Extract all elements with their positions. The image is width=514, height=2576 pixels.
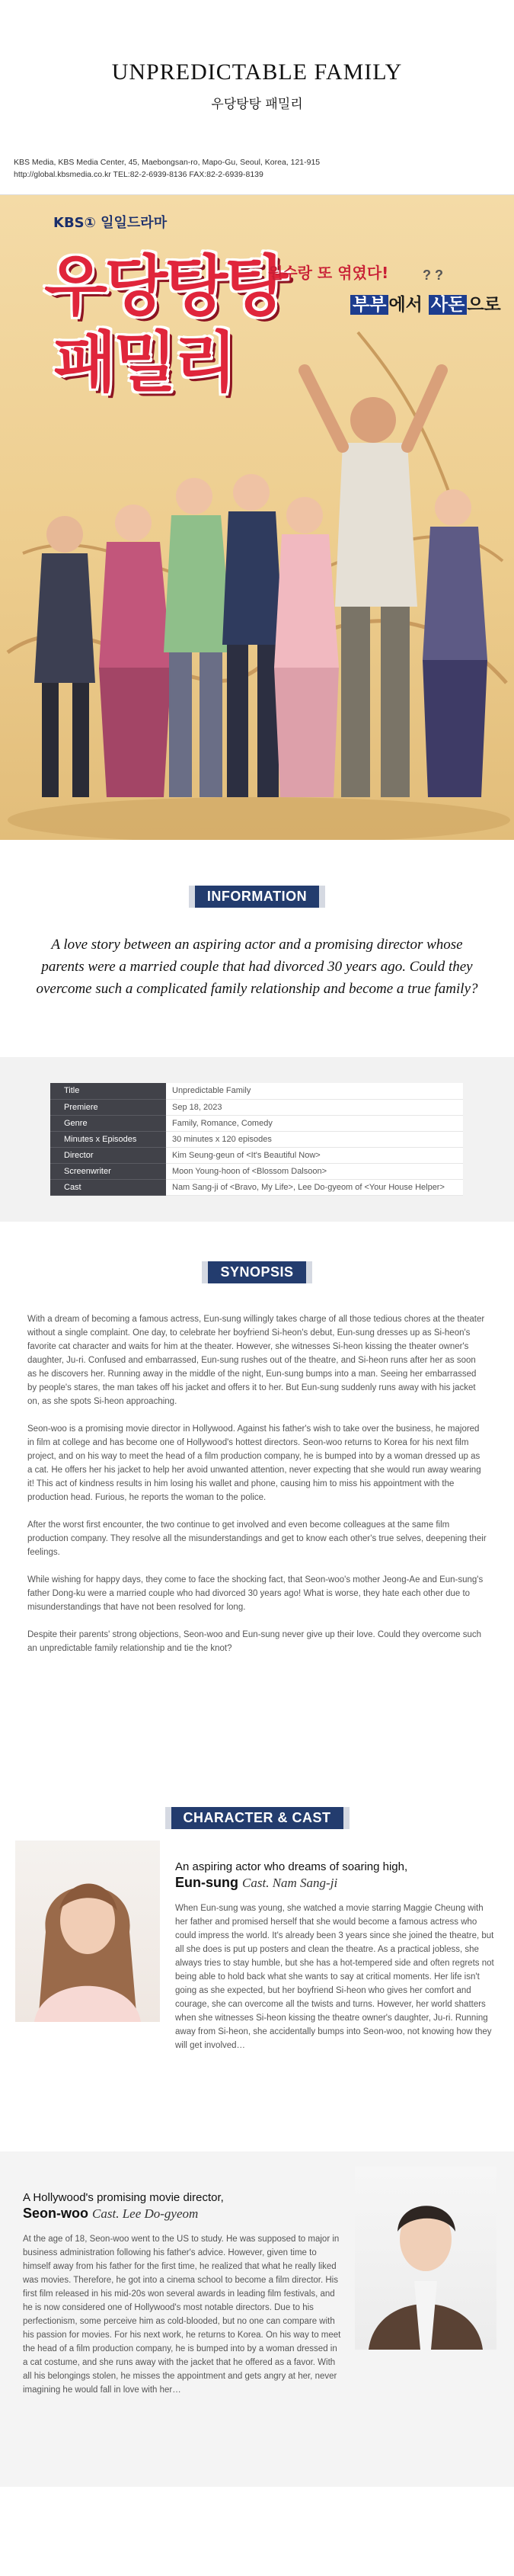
facts-key: Cast <box>50 1179 166 1195</box>
facts-key: Screenwriter <box>50 1163 166 1179</box>
cast-text <box>23 2191 343 2397</box>
information-section <box>0 840 514 1057</box>
company-address: KBS Media, KBS Media Center, 45, Maebongsan-ro, Mapo-Gu, Seoul, Korea, 121-915 <box>14 158 321 167</box>
logline: A love story between an aspiring actor and a promising director whose parents were a married couple that had divorced 30 years ago. Could they overcome such a complicated family relationship and become a true family? <box>36 937 478 997</box>
header <box>0 0 514 149</box>
synopsis-paragraph: Seon-woo is a promising movie director in Hollywood. Against his father's wish to take over the business, he majored in film at college and has become one of Hollywood's hottest directors. Seon-woo returns to Korea for his next film project, and on his way to meet the head of a film production company, he is bumped into by a woman dressed up as a cat. He offers her his jacket to help her avoid unwanted attention, never expecting that she would run away wearing it! This act of kindness results in him losing his wallet and phone, causing him to miss his appointment with the production head. Furious, he reports the woman to the police. <box>27 1424 481 1502</box>
actress-portrait-illustration <box>15 1841 160 2022</box>
facts-value: Family, Romance, Comedy <box>166 1115 463 1131</box>
character-name: Seon-woo Cast. Lee Do-gyeom <box>23 2206 199 2221</box>
actor-credit: Cast. Lee Do-gyeom <box>92 2206 199 2221</box>
facts-value: Sep 18, 2023 <box>166 1099 463 1115</box>
facts-value: Kim Seung-geun of <It's Beautiful Now> <box>166 1147 463 1163</box>
facts-row <box>50 1083 463 1099</box>
character-role: A Hollywood's promising movie director, <box>23 2191 224 2204</box>
cast-heading: CHARACTER & CAST <box>0 1807 514 1829</box>
synopsis-heading: SYNOPSIS <box>0 1261 514 1283</box>
facts-key: Title <box>50 1083 166 1099</box>
synopsis-text <box>0 1312 514 1655</box>
character-role: An aspiring actor who dreams of soaring high, <box>175 1860 408 1873</box>
character-description: When Eun-sung was young, she watched a movie starring Maggie Cheung with her father and promised herself that she would become a famous actress who could impress the world. It's already been 3 years since she joined the theatre, but all she does is put up posters and clean the theatre. As a practical jobless, she always tries to stay humble, but she has a hot-tempered side and often regrets not being able to hold back what she wants to say at critical moments. Her life isn't going as she expected, but her boyfriend Si-heon who gives her comfort and courage, she can overcome all the twists and turns. However, her world shatters when she witnesses Si-heon kissing the theatre owner's daughter, Ju-ri. Running away from Si-heon, she accidentally bumps into Seon-woo, not knowing how they will get involved… <box>175 1904 494 2050</box>
cast-member-seon-woo <box>0 2151 514 2487</box>
information-heading: INFORMATION <box>0 886 514 908</box>
broadcaster-tag: KBS① 일일드라마 <box>53 215 168 231</box>
facts-value: Unpredictable Family <box>166 1083 463 1099</box>
company-info <box>0 149 514 195</box>
facts-value: 30 minutes x 120 episodes <box>166 1131 463 1147</box>
facts-value: Moon Young-hoon of <Blossom Dalsoon> <box>166 1163 463 1179</box>
character-description: At the age of 18, Seon-woo went to the US to study. He was supposed to major in business administration following his father's advice. However, given time to himself away from his father for the first time, he realized that what he really liked was movies. Therefore, he got into a cinema school to become a film director. His first film released in his mid-20s won several awards in leading film festivals, and he is now considered one of Hollywood's most notable directors. Due to his perfectionism, some perceive him as cold-blooded, but no one can compare with his passion for movies. For his next work, he returns to Korea. On his way to meet the head of a film production company, he is bumped into by a woman dressed in a cat costume, and she runs away with the jacket that he offered as a favor. With all his belongings stolen, he misses the appointment and gets angry at her, never imagining he would fall in love with her… <box>23 2235 341 2395</box>
poster-tagline1: 원수랑 또 엮였다! <box>268 264 389 282</box>
poster-tagline2: 부부 에서 사돈 으로 <box>350 290 501 316</box>
facts-key: Genre <box>50 1115 166 1131</box>
synopsis-paragraph: With a dream of becoming a famous actress, Eun-sung willingly takes charge of all those tedious chores at the theater without a single complaint. One day, to celebrate her boyfriend Si-heon's debut, Eun-sung dresses up as Si-heon's favorite cat character and waits for him at the theater. However, she witnesses Si-heon kissing the theater owner's daughter, Ju-ri. Confused and embarrassed, Eun-sung rushes out of the theatre, and Si-heon runs after her as soon as he discovers her. Running away in the middle of the night, Eun-sung bumps into a man. Seeing her embarrassed by people's stares, the man takes off his jacket and offers it to her. But Eun-sung suddenly runs away with his jacket on, as she spots Si-heon approaching. <box>27 1315 485 1406</box>
synopsis-paragraph: While wishing for happy days, they come to face the shocking fact, that Seon-woo's mother Jeong-Ae and Eun-sung's father Dong-ku were a married couple who had divorced 30 years ago! What is worse, they hate each other due to misunderstandings that have not been resolved for long. <box>27 1575 484 1612</box>
facts-row <box>50 1115 463 1131</box>
actor-credit: Cast. Nam Sang-ji <box>242 1876 338 1890</box>
facts-table <box>50 1083 463 1196</box>
facts-row <box>50 1131 463 1147</box>
synopsis-paragraph: After the worst first encounter, the two continue to get involved and even become colleagues at the same film production company. They resolve all the misunderstandings and get to know each other's true selves, deepening their feelings. <box>27 1520 487 1557</box>
facts-key: Premiere <box>50 1099 166 1115</box>
actress-photo <box>15 1841 160 2022</box>
facts-row <box>50 1179 463 1195</box>
synopsis-section <box>0 1222 514 1767</box>
cast-member-eun-sung <box>0 1841 514 2151</box>
facts-key: Minutes x Episodes <box>50 1131 166 1147</box>
synopsis-paragraph: Despite their parents' strong objections, Seon-woo and Eun-sung never give up their love. Could they overcome such an unpredictable family relationship and tie the knot? <box>27 1630 482 1653</box>
facts-row <box>50 1099 463 1115</box>
poster-logo-line2: 패밀리 <box>53 325 235 401</box>
title-english: UNPREDICTABLE FAMILY <box>111 59 403 85</box>
actor-photo <box>355 2167 496 2350</box>
poster-image <box>0 195 514 840</box>
facts-value: Nam Sang-ji of <Bravo, My Life>, Lee Do-gyeom of <Your House Helper> <box>166 1179 463 1195</box>
title-korean: 우당탕탕 패밀리 <box>211 97 303 112</box>
facts-row <box>50 1147 463 1163</box>
cast-text <box>175 1860 495 2052</box>
family-figures <box>34 370 487 797</box>
company-contact: http://global.kbsmedia.co.kr TEL:82-2-6939-8136 FAX:82-2-6939-8139 <box>14 170 263 179</box>
poster-logo-line1: 우당탕탕 <box>44 248 286 325</box>
actor-portrait-illustration <box>355 2167 496 2350</box>
cast-section-header <box>0 1767 514 1841</box>
facts-key: Director <box>50 1147 166 1163</box>
facts-row <box>50 1163 463 1179</box>
facts-panel <box>0 1057 514 1222</box>
character-name: Eun-sung Cast. Nam Sang-ji <box>175 1875 338 1890</box>
poster-question-marks: ? ? <box>423 268 443 283</box>
